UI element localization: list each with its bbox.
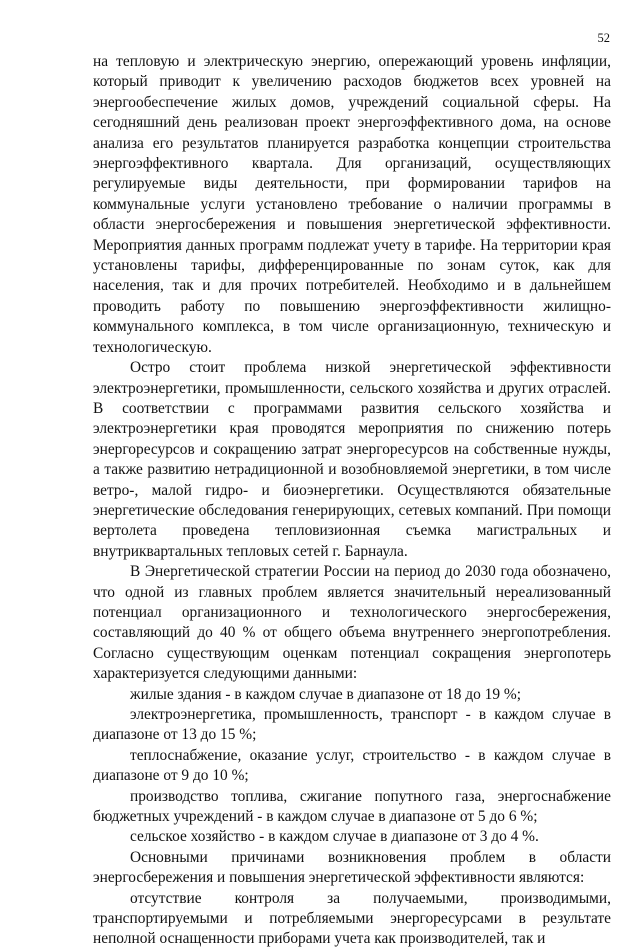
list-item-agriculture: сельское хозяйство - в каждом случае в диапазоне от 3 до 4 %.: [130, 828, 539, 846]
paragraph-continuation: на тепловую и электрическую энергию, опережающий уровень инфляции, который приводит к увеличению расходов бюджетов всех уровней на энергообеспечение жилых домов, учреждений социальной сферы. На сегодняшний день реализован проект энергоэффективного дома, на основе анализа его результатов планируется разработка концепции строительства энергоэффективного квартала. Для организаций, осуществляющих регулируемые виды деятельности, при формировании тарифов на коммунальные услуги установлено требование о наличии программы в области энергосбережения и повышения энергетической эффективности. Мероприятия данных программ подлежат учету в тарифе. На территории края установлены тарифы, дифференцированные по зонам суток, как для населения, так и для прочих потребителей. Необходимо и в дальнейшем проводить работу по повышению энергоэффективности жилищно-коммунального комплекса, в том числе организационную, техническую и технологическую.: [93, 53, 611, 356]
paragraph-energy-strategy: В Энергетической стратегии России на период до 2030 года обозначено, что одной из главных проблем является значительный нереализованный потенциал организационного и технологического энергосбережения, составляющий до 40 % от общего объема внутреннего энергопотребления. Согласно существующим оценкам потенциал сокращения энергопотерь характеризуется следующими данными:: [93, 563, 611, 683]
paragraph-main-causes: Основными причинами возникновения проблем в области энергосбережения и повышения энергетической эффективности являются:: [93, 848, 611, 887]
list-item-residential: жилые здания - в каждом случае в диапазоне от 18 до 19 %;: [130, 685, 521, 703]
list-item-fuel-production: производство топлива, сжигание попутного газа, энергоснабжение бюджетных учреждений - в каждом случае в диапазоне от 5 до 6 %;: [93, 787, 611, 826]
list-item-power-industry: электроэнергетика, промышленность, транспорт - в каждом случае в диапазоне от 13 до 15 %;: [93, 706, 611, 744]
document-body: [93, 52, 611, 950]
paragraph-energy-efficiency: Остро стоит проблема низкой энергетической эффективности электроэнергетики, промышленности, сельского хозяйства и других отраслей. В соответствии с программами развития сельского хозяйства и электроэнергетики края проводятся мероприятия по снижению потерь энергоресурсов и сокращению затрат энергоресурсов на собственные нужды, а также развитию нетрадиционной и возобновляемой энергетики, в том числе ветро-, малой гидро- и биоэнергетики. Осуществляются обязательные энергетические обследования генерирующих, сетевых компаний. При помощи вертолета проведена тепловизионная съемка магистральных и внутриквартальных тепловых сетей г. Барнаула.: [93, 359, 611, 560]
paragraph-lack-of-control: отсутствие контроля за получаемыми, производимыми, транспортируемыми и потребляемыми энергоресурсами в результате неполной оснащенности приборами учета как производителей, так и: [93, 889, 611, 948]
page-number: 52: [597, 31, 610, 45]
list-item-heat-supply: теплоснабжение, оказание услуг, строительство - в каждом случае в диапазоне от 9 до 10 %;: [93, 746, 611, 785]
